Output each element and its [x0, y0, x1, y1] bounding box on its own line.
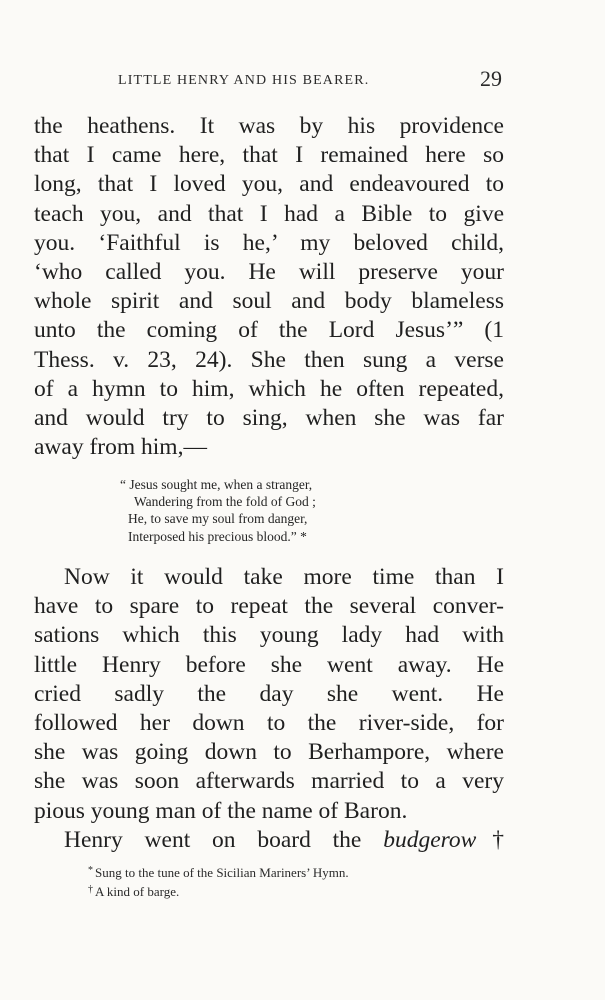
- footnotes: [88, 862, 468, 900]
- text-line: little Henry before she went away. He: [34, 651, 504, 678]
- text-line: have to spare to repeat the several conver-: [34, 593, 504, 620]
- text-line: ‘who called you. He will preserve your: [34, 258, 504, 285]
- paragraph-3: [34, 826, 504, 855]
- footnote-mark: †: [88, 884, 93, 895]
- text-line: she was soon afterwards married to a very: [34, 768, 504, 795]
- running-head: LITTLE HENRY AND HIS BEARER.: [118, 73, 370, 88]
- hymn-verse: [120, 476, 410, 545]
- text-line: pious young man of the name of Baron.: [34, 797, 408, 824]
- verse-line: Wandering from the fold of God ;: [134, 494, 316, 510]
- footnote-mark: *: [88, 865, 93, 876]
- text-line: cried sadly the day she went. He: [34, 680, 504, 707]
- paragraph-2: [34, 563, 504, 855]
- text-line: sations which this young lady had with: [34, 622, 504, 649]
- text-line: you. ‘Faithful is he,’ my beloved child,: [34, 229, 504, 256]
- paragraph-1: [34, 112, 504, 462]
- italic-term: budgerow: [383, 826, 477, 853]
- text-line: unto the coming of the Lord Jesus’” (1: [34, 317, 504, 344]
- footnote-reference: †: [476, 826, 505, 853]
- text-line: long, that I loved you, and endeavoured to: [34, 171, 504, 198]
- verse-line: “ Jesus sought me, when a stranger,: [120, 477, 313, 492]
- verse-line: He, to save my soul from danger,: [128, 511, 308, 527]
- footnote: [88, 881, 468, 900]
- footnote: [88, 862, 468, 881]
- text-line: whole spirit and soul and body blameless: [34, 288, 504, 315]
- text-line: Now it would take more time than I: [64, 564, 504, 590]
- text-line: that I came here, that I remained here so: [34, 142, 504, 169]
- text-line: the heathens. It was by his providence: [34, 113, 504, 139]
- page-header: [118, 66, 502, 94]
- text-line: and would try to sing, when she was far: [34, 404, 504, 431]
- text-line: followed her down to the river-side, for: [34, 709, 504, 736]
- page-number: 29: [480, 66, 502, 91]
- footnote-text: Sung to the tune of the Sicilian Mariners’ Hymn.: [95, 865, 349, 880]
- verse-line: Interposed his precious blood.” *: [128, 528, 307, 544]
- text-line: Thess. v. 23, 24). She then sung a verse: [34, 346, 504, 373]
- text-run: Henry went on board the: [64, 826, 384, 853]
- text-line: she was going down to Berhampore, where: [34, 739, 504, 766]
- footnote-text: A kind of barge.: [95, 884, 180, 899]
- text-line: away from him,—: [34, 434, 207, 461]
- text-line: teach you, and that I had a Bible to give: [34, 200, 504, 227]
- text-line: of a hymn to him, which he often repeated,: [34, 375, 504, 402]
